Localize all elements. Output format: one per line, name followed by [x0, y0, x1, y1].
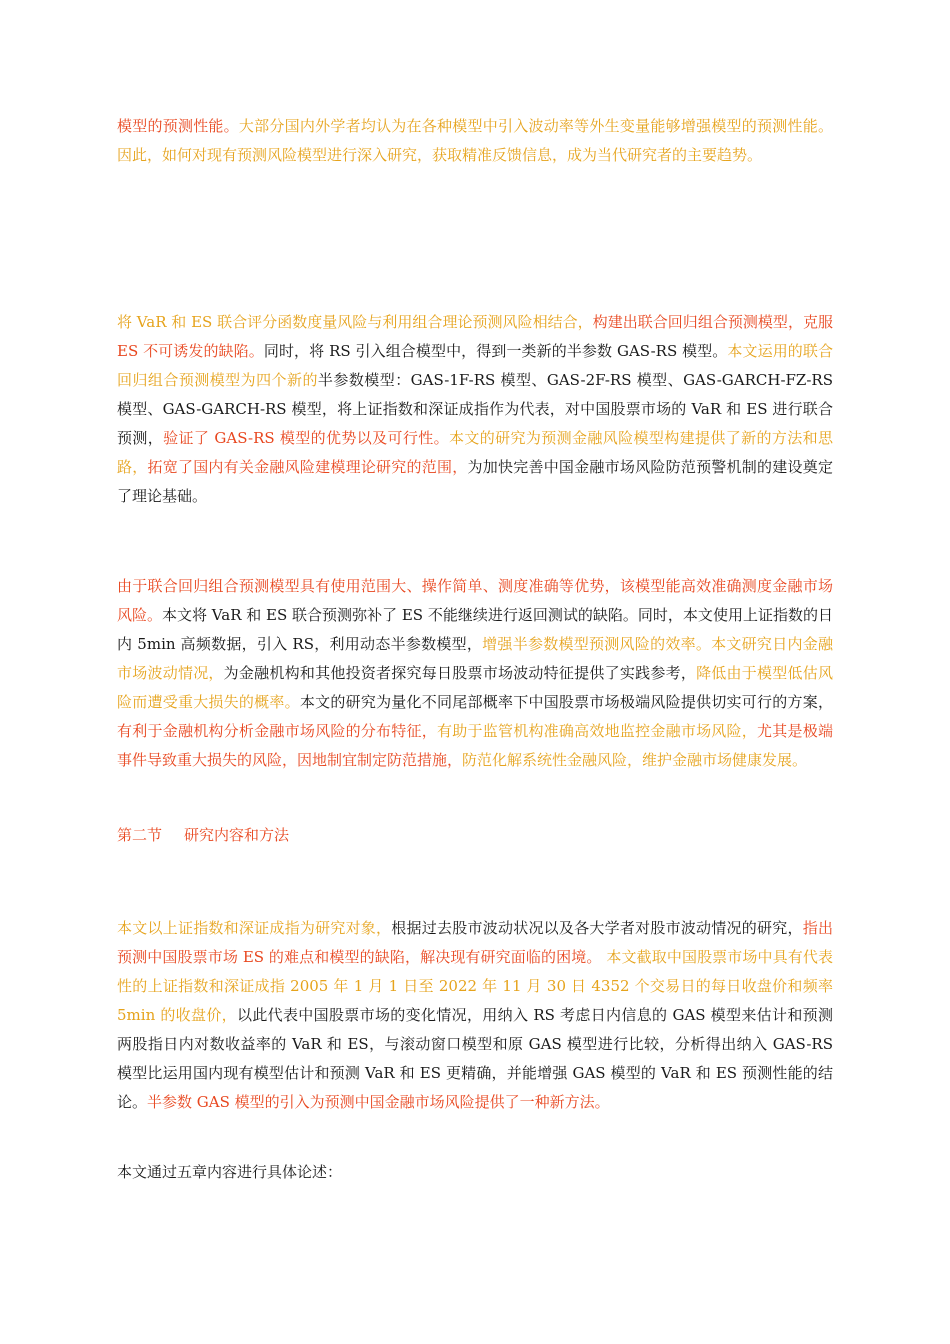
p4-sentence-5: 以此代表中国股票市场的变化情况，用纳入 RS 考虑日内信息的 GAS 模型来估计和预测两股指日内对数收益率的 VaR 和 ES，与滚动窗口模型和原 GAS 模型进行比较，分析得出纳入 GAS-RS 模型比运用国内现有模型估计和预测 VaR 和 ES 更精确，并能增强 GAS 模型的 VaR 和 ES 预测性能的结论。 [117, 1006, 833, 1111]
paragraph-3 [117, 572, 833, 775]
p3-sentence-2: 本文将 VaR 和 ES 联合预测弥补了 ES 不能继续进行返回测试的缺陷。同时，本文使用上证指数的日内 5min 高频数据，引入 RS，利用动态半参数模型， [117, 606, 833, 653]
p3-sentence-6: 本文的研究为量化不同尾部概率下中国股票市场极端风险提供切实可行的方案， [299, 693, 833, 711]
p2-sentence-7: 本文的研究为预测金融风险模型构建提供了新的方法和思路， [117, 429, 833, 476]
p2-sentence-6: 验证了 GAS-RS 模型的优势以及可行性。 [163, 429, 449, 447]
p3-sentence-9: 尤其是极端事件导致重大损失的风险，因地制宜制定防范措施， [117, 722, 833, 769]
p4-sentence-1: 本文以上证指数和深证成指为研究对象， [117, 919, 392, 937]
p5-text: 本文通过五章内容进行具体论述： [117, 1163, 343, 1181]
p3-sentence-7: 有利于金融机构分析金融市场风险的分布特征， [117, 722, 438, 740]
p2-sentence-2: 构建出联合回归组合预测模型，克服 ES 不可诱发的缺陷。 [117, 313, 833, 360]
p3-sentence-3: 增强半参数模型预测风险的效率。本文研究日内金融市场波动情况， [117, 635, 833, 682]
p2-sentence-4: 本文运用的联合回归组合预测模型为四个新的 [117, 342, 833, 389]
p1-sentence-1: 模型的预测性能。 [117, 117, 239, 135]
p1-sentence-2: 大部分国内外学者均认为在各种模型中引入波动率等外生变量能够增强模型的预测性能。因此，如何对现有预测风险模型进行深入研究，获取精准反馈信息，成为当代研究者的主要趋势。 [117, 117, 833, 164]
p2-sentence-9: 为加快完善中国金融市场风险防范预警机制的建设奠定了理论基础。 [117, 458, 833, 505]
p4-sentence-3: 指出预测中国股票市场 ES 的难点和模型的缺陷，解决现有研究面临的困境。 [117, 919, 833, 966]
paragraph-4 [117, 914, 833, 1117]
p2-sentence-8: 拓宽了国内有关金融风险建模理论研究的范围， [147, 458, 468, 476]
p4-sentence-4: 本文截取中国股票市场中具有代表性的上证指数和深证成指 2005 年 1 月 1 日至 2022 年 11 月 30 日 4352 个交易日的每日收盘价和频率 5min 的收盘价， [117, 948, 833, 1024]
p3-sentence-1: 由于联合回归组合预测模型具有使用范围大、操作简单、测度准确等优势，该模型能高效准确测度金融市场风险。 [117, 577, 833, 624]
section-heading [117, 821, 289, 850]
p3-sentence-10: 防范化解系统性金融风险，维护金融市场健康发展。 [462, 751, 808, 769]
p4-sentence-6: 半参数 GAS 模型的引入为预测中国金融市场风险提供了一种新方法。 [147, 1093, 610, 1111]
p3-sentence-4: 为金融机构和其他投资者探究每日股票市场波动特征提供了实践参考， [223, 664, 697, 682]
p3-sentence-5: 降低由于模型低估风险而遭受重大损失的概率。 [117, 664, 833, 711]
section-title: 研究内容和方法 [184, 826, 290, 844]
p3-sentence-8: 有助于监管机构准确高效地监控金融市场风险， [437, 722, 758, 740]
paragraph-1 [117, 112, 833, 170]
paragraph-2 [117, 308, 833, 511]
p2-sentence-3: 同时，将 RS 引入组合模型中，得到一类新的半参数 GAS-RS 模型。 [263, 342, 728, 360]
paragraph-5 [117, 1158, 833, 1187]
p4-sentence-2: 根据过去股市波动状况以及各大学者对股市波动情况的研究， [391, 919, 803, 937]
section-number: 第二节 [117, 826, 163, 844]
p2-sentence-5: 半参数模型：GAS-1F-RS 模型、GAS-2F-RS 模型、GAS-GARCH-FZ-RS 模型、GAS-GARCH-RS 模型，将上证指数和深证成指作为代表，对中国股票市场的 VaR 和 ES 进行联合预测， [117, 371, 833, 447]
p2-sentence-1: 将 VaR 和 ES 联合评分函数度量风险与利用组合理论预测风险相结合， [117, 313, 593, 331]
